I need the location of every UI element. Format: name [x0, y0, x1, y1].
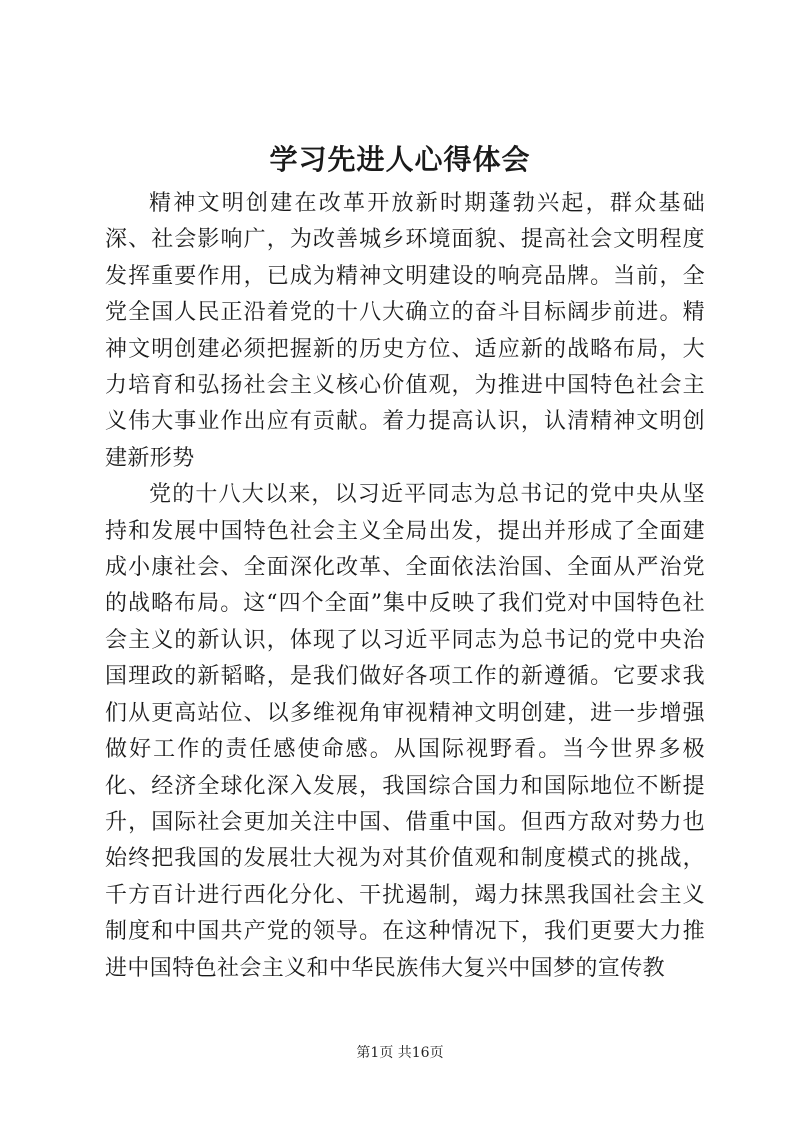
paragraph-1: 精神文明创建在改革开放新时期蓬勃兴起，群众基础深、社会影响广，为改善城乡环境面貌、提高社会文明程度发挥重要作用，已成为精神文明建设的响亮品牌。当前，全党全国人民正沿着党的十八大确立的奋斗目标阔步前进。精神文明创建必须把握新的历史方位、适应新的战略布局，大力培育和弘扬社会主义核心价值观，为推进中国特色社会主义伟大事业作出应有贡献。着力提高认识，认清精神文明创建新形势	[105, 191, 705, 471]
paragraph-2: 党的十八大以来，以习近平同志为总书记的党中央从坚持和发展中国特色社会主义全局出发，提出并形成了全面建成小康社会、全面深化改革、全面依法治国、全面从严治党的战略布局。这“四个全面”集中反映了我们党对中国特色社会主义的新认识，体现了以习近平同志为总书记的党中央治国理政的新韬略，是我们做好各项工作的新遵循。它要求我们从更高站位、以多维视角审视精神文明创建，进一步增强做好工作的责任感使命感。从国际视野看。当今世界多极化、经济全球化深入发展，我国综合国力和国际地位不断提升，国际社会更加关注中国、借重中国。但西方敌对势力也始终把我国的发展壮大视为对其价值观和制度模式的挑战，千方百计进行西化分化、干扰遏制，竭力抹黑我国社会主义制度和中国共产党的领导。在这种情况下，我们更要大力推进中国特色社会主义和中华民族伟大复兴中国梦的宣传教	[105, 482, 705, 981]
page-number-footer: 第1页 共16页	[356, 1045, 444, 1061]
document-body	[105, 186, 705, 987]
document-title: 学习先进人心得体会	[269, 143, 531, 176]
